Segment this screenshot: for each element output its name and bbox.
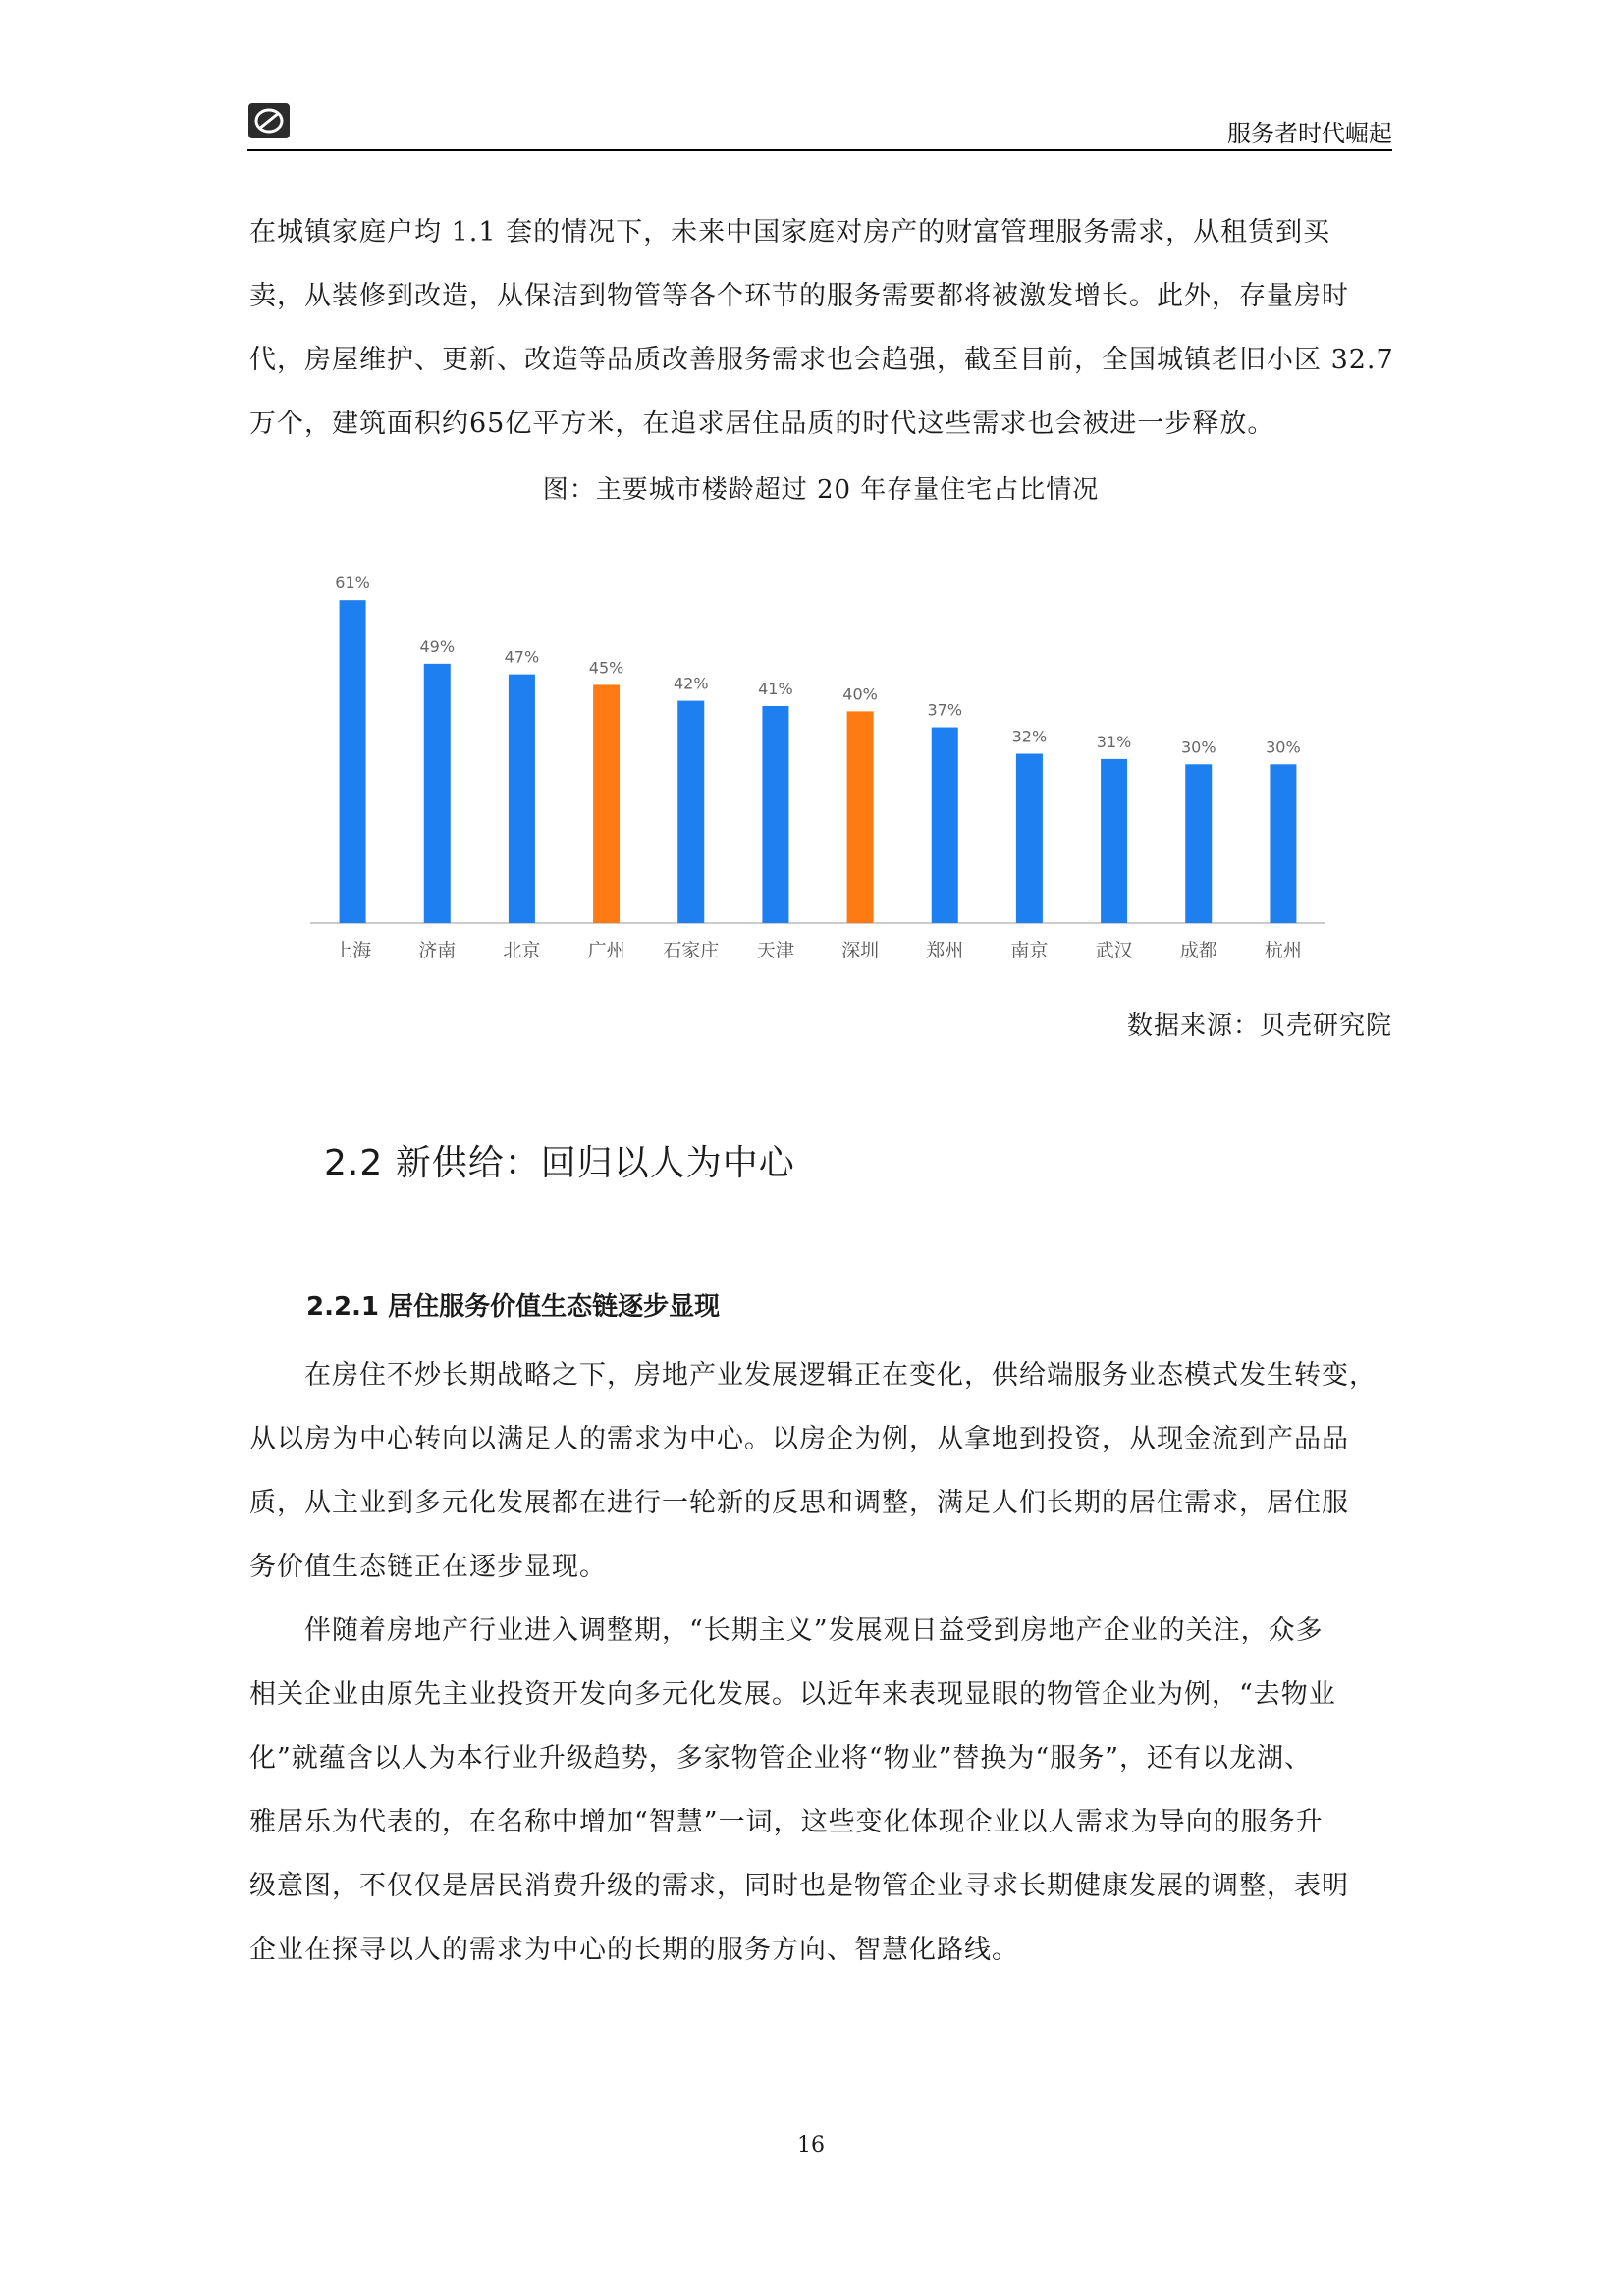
x-tick-label: 深圳	[841, 940, 880, 961]
value-label: 30%	[1180, 738, 1216, 757]
value-label: 41%	[758, 679, 793, 698]
company-logo	[247, 102, 291, 139]
bar-郑州	[932, 728, 958, 923]
paragraph-line: 级意图，不仅仅是居民消费升级的需求，同时也是物管企业寻求长期健康发展的调整，表明	[249, 1871, 1349, 1901]
paragraph-line: 代，房屋维护、更新、改造等品质改善服务需求也会趋强，截至目前，全国城镇老旧小区 32.7	[249, 345, 1394, 375]
value-label: 40%	[842, 684, 878, 704]
section-heading: 2.2 新供给：回归以人为中心	[324, 1143, 795, 1183]
paragraph-line: 相关企业由原先主业投资开发向多元化发展。以近年来表现显眼的物管企业为例，“去物业	[249, 1679, 1336, 1710]
paragraph-line: 在城镇家庭户均 1.1 套的情况下，未来中国家庭对房产的财富管理服务需求，从租赁到买	[249, 217, 1331, 247]
value-label: 31%	[1096, 732, 1132, 751]
x-tick-label: 上海	[334, 940, 372, 961]
bar-广州	[593, 684, 620, 923]
bar-天津	[762, 706, 788, 923]
paragraph-line: 卖，从装修到改造，从保洁到物管等各个环节的服务需要都将被激发增长。此外，存量房时	[249, 281, 1349, 311]
value-label: 61%	[335, 574, 370, 593]
paragraph-line: 雅居乐为代表的，在名称中增加“智慧”一词，这些变化体现企业以人需求为导向的服务升	[249, 1807, 1324, 1837]
paragraph-line: 企业在探寻以人的需求为中心的长期的服务方向、智慧化路线。	[249, 1935, 1019, 1965]
paragraph-line: 万个，建筑面积约65亿平方米，在追求居住品质的时代这些需求也会被进一步释放。	[249, 409, 1275, 439]
paragraph-line: 伴随着房地产行业进入调整期，“长期主义”发展观日益受到房地产企业的关注，众多	[304, 1615, 1324, 1646]
value-label: 49%	[419, 636, 456, 656]
value-label: 42%	[673, 674, 709, 693]
bar-chart	[304, 530, 1335, 982]
x-tick-label: 武汉	[1095, 940, 1133, 961]
paragraph-residential-value-chain	[249, 1343, 1392, 1599]
bar-深圳	[847, 711, 874, 923]
subsection-heading: 2.2.1 居住服务价值生态链逐步显现	[306, 1292, 721, 1322]
value-label: 37%	[927, 700, 963, 720]
bar-武汉	[1101, 759, 1127, 923]
x-tick-label: 郑州	[926, 940, 964, 961]
bar-南京	[1016, 754, 1043, 924]
paragraph-line: 在房住不炒长期战略之下，房地产业发展逻辑正在变化，供给端服务业态模式发生转变，	[304, 1360, 1377, 1391]
x-tick-label: 南京	[1010, 940, 1049, 961]
header-divider	[247, 149, 1392, 151]
header-title: 服务者时代崛起	[1227, 120, 1392, 147]
paragraph-line: 质，从主业到多元化发展都在进行一轮新的反思和调整，满足人们长期的居住需求，居住服	[249, 1488, 1349, 1518]
value-label: 30%	[1266, 738, 1301, 757]
bar-济南	[424, 664, 451, 923]
x-tick-label: 成都	[1179, 940, 1217, 961]
x-tick-label: 天津	[756, 940, 794, 961]
figure-caption: 图：主要城市楼龄超过 20 年存量住宅占比情况	[542, 475, 1100, 505]
bar-石家庄	[677, 701, 704, 923]
value-label: 32%	[1011, 727, 1048, 746]
x-tick-label: 济南	[418, 940, 457, 961]
bar-北京	[509, 675, 535, 923]
paragraph-line: 务价值生态链正在逐步显现。	[249, 1552, 607, 1582]
x-tick-label: 杭州	[1264, 940, 1302, 961]
x-tick-label: 北京	[503, 940, 541, 961]
data-source-note: 数据来源：贝壳研究院	[1126, 1011, 1392, 1041]
page-number: 16	[797, 2133, 825, 2158]
paragraph-line: 从以房为中心转向以满足人的需求为中心。以房企为例，从拿地到投资，从现金流到产品品	[249, 1424, 1349, 1454]
x-tick-label: 广州	[587, 940, 625, 961]
paragraph-line: 化”就蕴含以人为本行业升级趋势，多家物管企业将“物业”替换为“服务”，还有以龙湖、	[249, 1743, 1313, 1774]
x-tick-label: 石家庄	[663, 940, 720, 961]
paragraph-long-termism	[249, 1599, 1392, 1982]
bar-上海	[340, 600, 366, 923]
value-label: 47%	[504, 647, 540, 667]
value-label: 45%	[588, 658, 624, 678]
bar-成都	[1185, 764, 1212, 923]
paragraph-intro	[249, 200, 1392, 456]
bar-杭州	[1270, 764, 1296, 923]
